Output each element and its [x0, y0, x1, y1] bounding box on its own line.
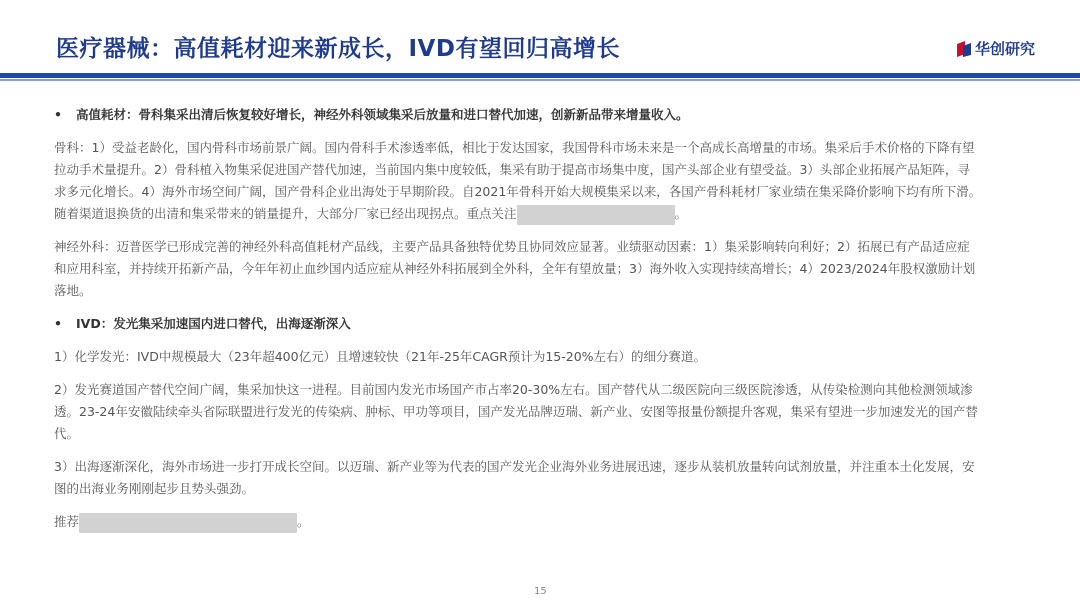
page-title: 医疗器械：高值耗材迎来新成长，IVD有望回归高增长 — [56, 36, 620, 62]
bullet-text: IVD：发光集采加速国内进口替代，出海逐渐深入 — [76, 316, 351, 331]
bullet-marker: • — [54, 316, 62, 331]
paragraph-ivd-2 — [54, 379, 1054, 445]
paragraph-line: 3）出海逐渐深化，海外市场进一步打开成长空间。以迈瑞、新产业等为代表的国产发光企业海外业务进展迅速，逐步从装机放量转向试剂放量，并注重本土化发展，安 — [54, 459, 975, 474]
paragraph-ivd-1 — [54, 346, 1054, 368]
header-divider-thin — [0, 79, 1080, 81]
bullet-text: 高值耗材：骨科集采出清后恢复较好增长，神经外科领域集采后放量和进口替代加速，创新新品带来增量收入。 — [76, 107, 689, 122]
line-text: 。 — [674, 206, 688, 221]
paragraph-line: 落地。 — [54, 283, 92, 298]
paragraph-line: 图的出海业务刚刚起步且势头强劲。 — [54, 481, 255, 496]
paragraph-neurosurgery — [54, 236, 1054, 302]
paragraph-orthopedics — [54, 137, 1054, 225]
redacted-block — [517, 205, 675, 225]
section-heading-ivd — [54, 313, 1054, 335]
paragraph-line: 骨科：1）受益老龄化，国内骨科市场前景广阔。国内骨科手术渗透率低，相比于发达国家，我国骨科市场未来是一个高成长高增量的市场。集采后手术价格的下降有望 — [54, 140, 975, 155]
paragraph-line: 2）发光赛道国产替代空间广阔，集采加快这一进程。目前国内发光市场国产市占率20-30%左右。国产替代从二级医院向三级医院渗透，从传染检测向其他检测领域渗 — [54, 382, 973, 397]
redacted-block — [79, 513, 297, 533]
paragraph-line: 代。 — [54, 426, 80, 441]
paragraph-line: 透。23-24年安徽陆续牵头省际联盟进行发光的传染病、肿标、甲功等项目，国产发光品牌迈瑞、新产业、安图等报量份额提升客观，集采有望进一步加速发光的国产替 — [54, 404, 978, 419]
paragraph-recommendation — [54, 511, 1054, 533]
section-heading-high-value-consumables — [54, 104, 1054, 126]
header-divider — [0, 73, 1080, 78]
paragraph-line: 求多元化增长。4）海外市场空间广阔，国产骨科企业出海处于早期阶段。自2021年骨科开始大规模集采以来，各国产骨科耗材厂家业绩在集采降价影响下均有所下滑。 — [54, 184, 982, 199]
paragraph-ivd-3 — [54, 456, 1054, 500]
paragraph-line: 拉动手术量提升。2）骨科植入物集采促进国产替代加速，当前国内集中度较低，集采有助于提高市场集中度，国产头部企业有望受益。3）头部企业拓展产品矩阵，寻 — [54, 162, 970, 177]
line-text: 随着渠道退换货的出清和集采带来的销量提升，大部分厂家已经出现拐点。重点关注 — [54, 206, 517, 221]
paragraph-line: 1）化学发光：IVD中规模最大（23年超400亿元）且增速较快（21年-25年CAGR预计为15-20%左右）的细分赛道。 — [54, 349, 707, 364]
line-text: 推荐 — [54, 514, 80, 529]
bullet-marker: • — [54, 107, 62, 122]
huachuang-logo-icon — [957, 41, 971, 57]
paragraph-line: 神经外科：迈普医学已形成完善的神经外科高值耗材产品线，主要产品具备独特优势且协同效应显著。业绩驱动因素：1）集采影响转向利好；2）拓展已有产品适应症 — [54, 239, 970, 254]
line-text: 。 — [297, 514, 310, 529]
page-number: 15 — [534, 586, 547, 597]
brand-logo — [957, 38, 1035, 59]
paragraph-line: 和应用科室，并持续开拓新产品，今年年初止血纱国内适应症从神经外科拓展到全外科，全年有望放量；3）海外收入实现持续高增长；4）2023/2024年股权激励计划 — [54, 261, 976, 276]
logo-text: 华创研究 — [975, 40, 1036, 58]
paragraph-line — [54, 203, 1054, 225]
slide-body — [54, 104, 1054, 533]
